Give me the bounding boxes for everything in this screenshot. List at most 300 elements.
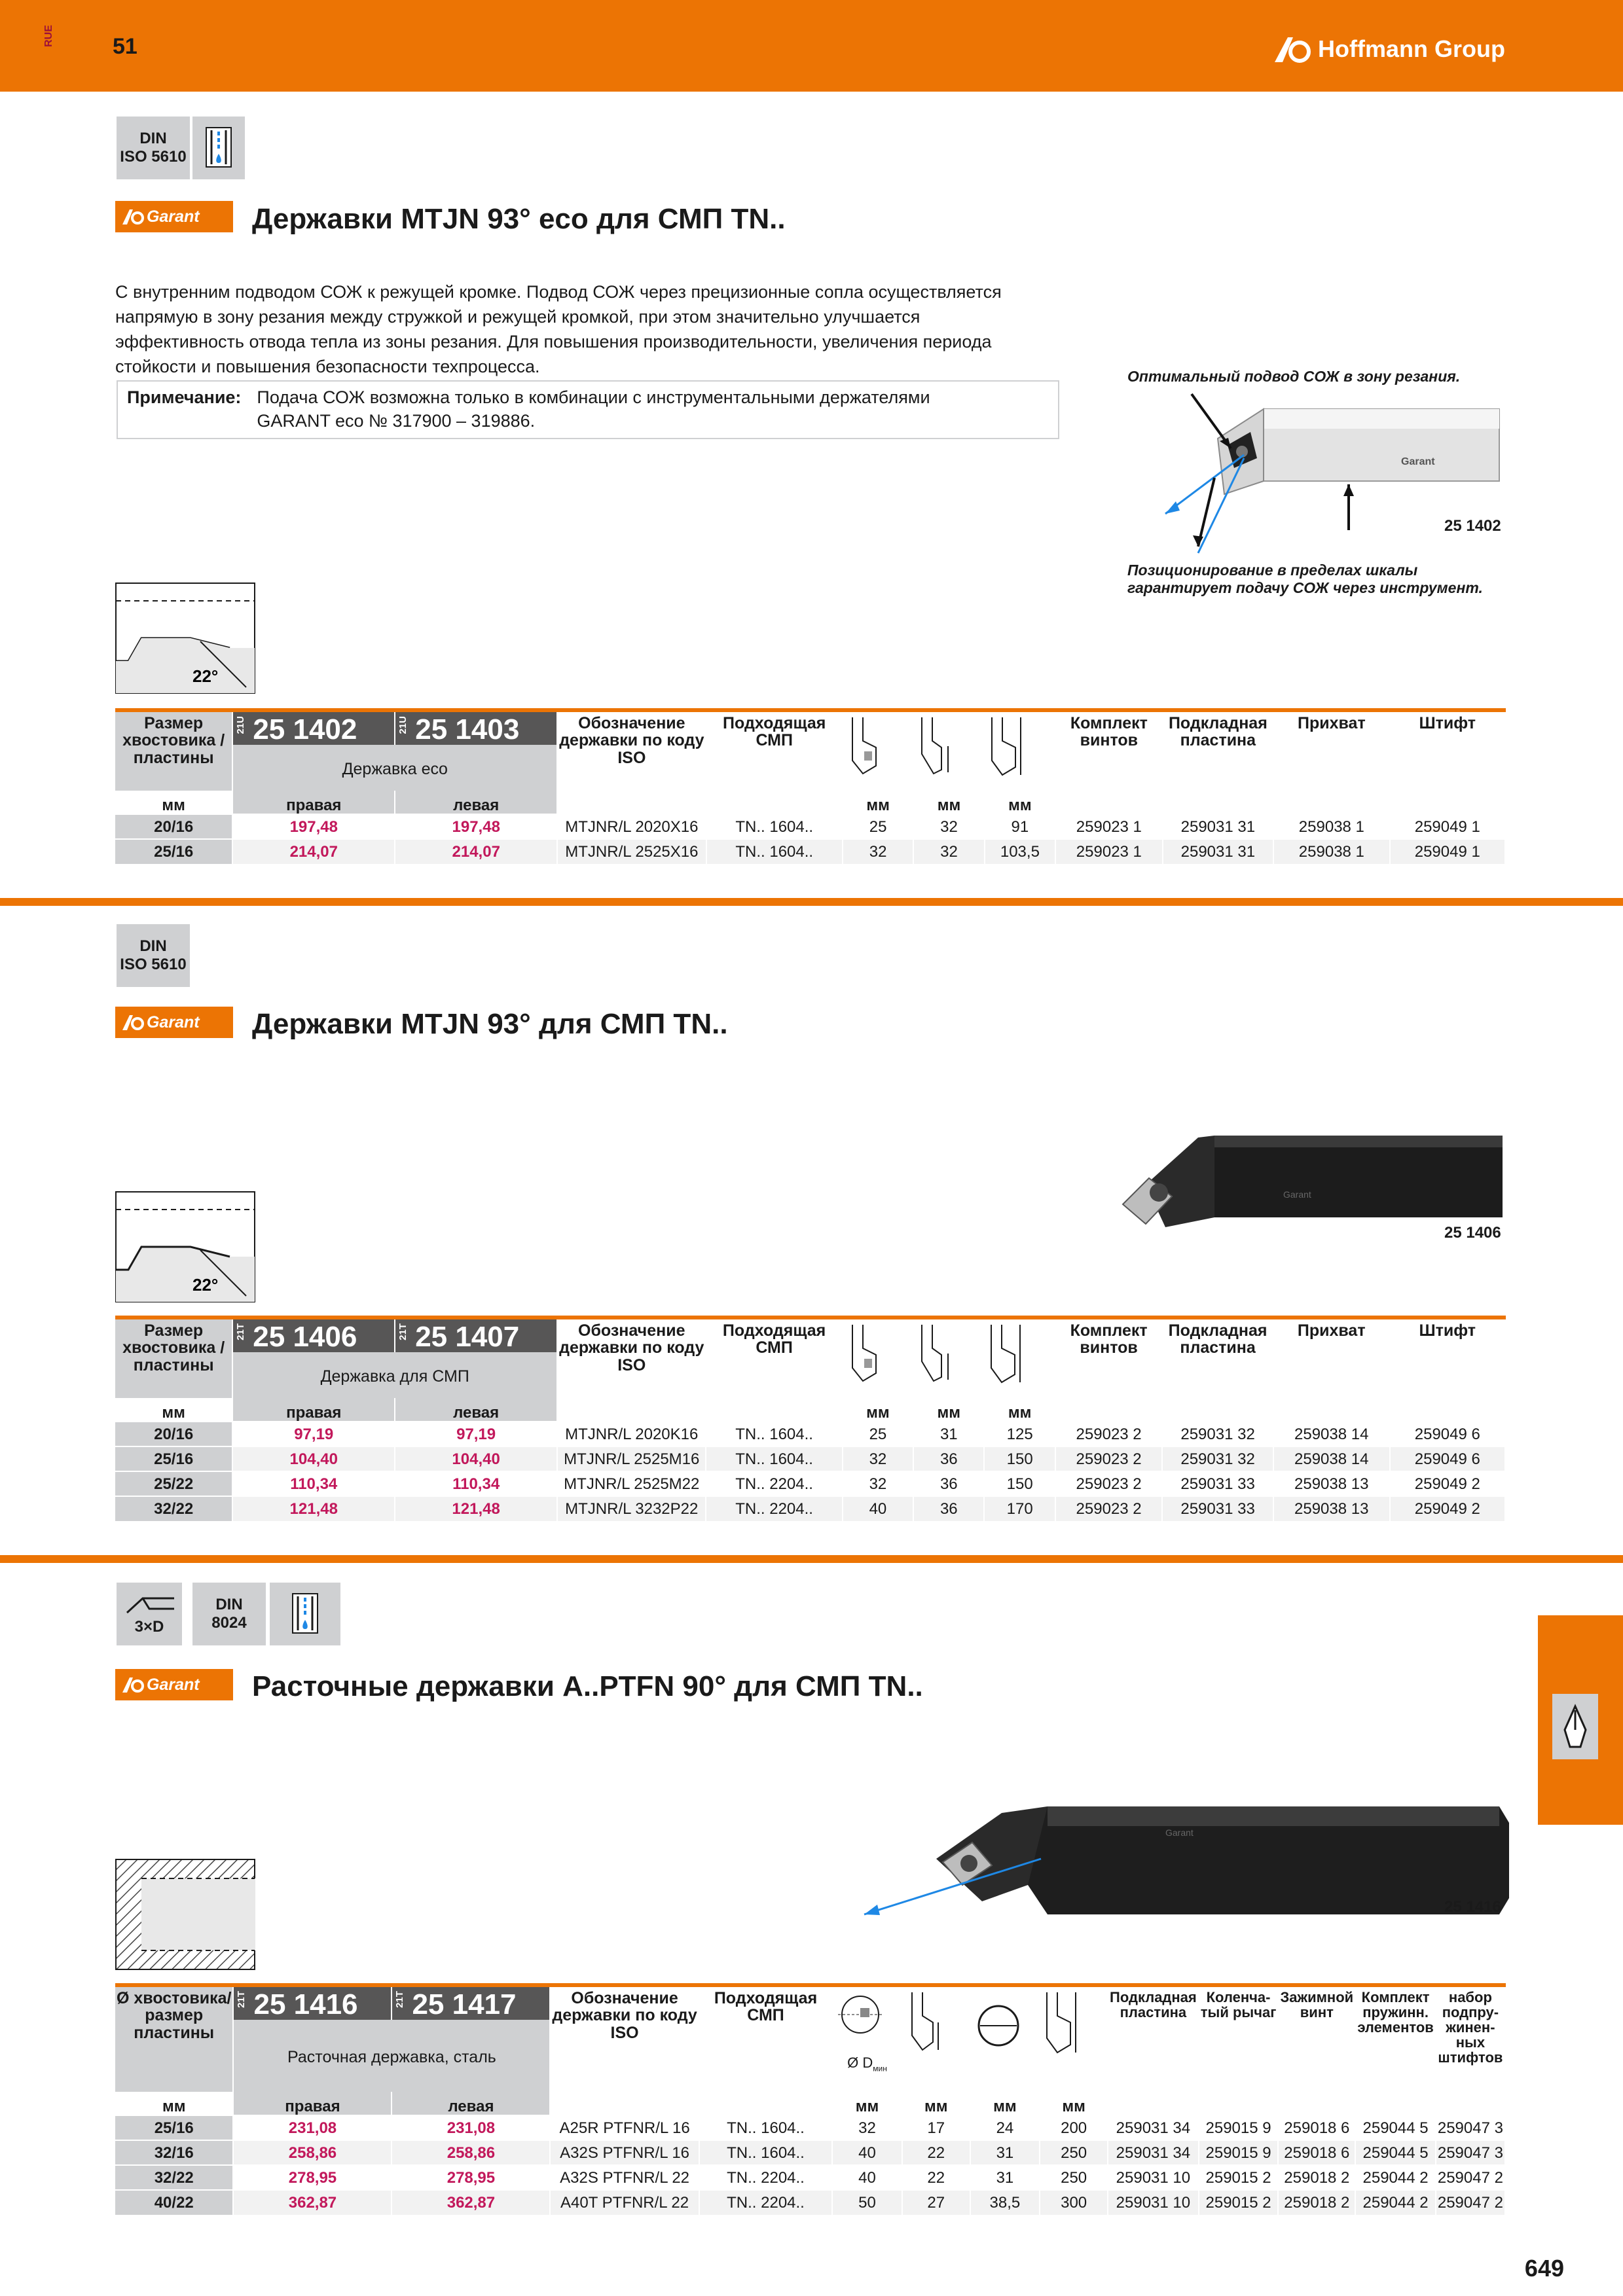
unit-label: мм	[984, 1398, 1055, 1422]
part-cell: 259049 2	[1390, 1471, 1505, 1496]
size-cell: 25/22	[115, 1471, 232, 1496]
note-label: Примечание:	[127, 387, 242, 407]
iso-head: Обозначение	[571, 1989, 678, 2007]
iso-head: ISO	[617, 1355, 646, 1374]
part-cell: 259049 6	[1390, 1422, 1505, 1446]
depth-label: 3×D	[134, 1618, 164, 1636]
table-row	[115, 814, 1505, 839]
note-line: GARANT eco № 317900 – 319886.	[257, 411, 536, 431]
part-cell: 259038 13	[1273, 1471, 1390, 1496]
holder-length-icon	[987, 715, 1026, 780]
price-right: 97,19	[232, 1422, 395, 1446]
insert-cell: TN.. 1604..	[706, 1422, 842, 1446]
springs-head: пружинн.	[1362, 2004, 1429, 2021]
dim-cell: 170	[984, 1496, 1055, 1521]
section-divider	[0, 1555, 1623, 1563]
boring-depth-icon	[123, 1592, 175, 1618]
insert-cell: TN.. 1604..	[699, 2140, 832, 2165]
iso-head: ISO	[610, 2023, 639, 2042]
insert-head: Подходящая	[723, 714, 826, 732]
dim-cell: 36	[913, 1471, 984, 1496]
lever-head: тый рычаг	[1200, 2004, 1277, 2021]
intro-line: С внутренним подводом СОЖ к режущей кромке. Подвод СОЖ через прецизионные сопла осуществляется	[115, 282, 1002, 302]
pins-head: жинен-	[1446, 2019, 1495, 2036]
intro-line: напрямую в зону резания между стружкой и режущей кромкой, при этом значительно улучшается	[115, 307, 921, 327]
dim-cell: 32	[913, 814, 984, 839]
code-prefix: 21U	[397, 716, 409, 734]
din-label: DIN	[139, 130, 167, 148]
caption-line: гарантирует подачу СОЖ через инструмент.	[1127, 579, 1483, 596]
dim-cell: 32	[843, 1471, 913, 1496]
turning-tool-icon	[1552, 1694, 1598, 1759]
holder-height-icon	[845, 1322, 884, 1388]
iso-cell: A40T PTFNR/L 22	[550, 2190, 699, 2215]
unit-label: мм	[913, 1398, 984, 1422]
angle-label: 22°	[192, 666, 219, 686]
article-left: 25 1403	[415, 713, 520, 745]
din-label: DIN	[215, 1596, 243, 1614]
svg-text:Garant: Garant	[1401, 456, 1435, 467]
price-right: 258,86	[233, 2140, 392, 2165]
brand-name: Hoffmann Group	[1318, 35, 1505, 62]
part-cell: 259015 9	[1199, 2115, 1279, 2140]
dim-cell: 27	[902, 2190, 970, 2215]
part-cell: 259031 31	[1163, 814, 1274, 839]
size-cell: 32/22	[115, 1496, 232, 1521]
size-head: пластины	[133, 1355, 214, 1374]
coolant-badge	[192, 117, 245, 179]
din-iso-badge	[117, 924, 190, 987]
pin-head: Штифт	[1390, 712, 1505, 791]
price-right: 197,48	[232, 814, 395, 839]
garant-badge	[115, 1007, 233, 1038]
iso-head: державки по коду	[559, 731, 704, 750]
table-row	[115, 2190, 1505, 2215]
part-cell: 259049 1	[1390, 839, 1505, 864]
section-divider	[0, 898, 1623, 906]
section-title: Расточные державки A..PTFN 90° для СМП TN..	[252, 1670, 923, 1702]
part-cell: 259049 2	[1390, 1496, 1505, 1521]
group-head: Державка для СМП	[232, 1352, 557, 1398]
springs-head: элементов	[1357, 2019, 1434, 2036]
language-code: RUE	[43, 25, 54, 47]
caption-line: Позиционирование в пределах шкалы	[1127, 562, 1418, 579]
part-cell: 259018 2	[1278, 2190, 1355, 2215]
garant-logo-icon	[122, 1676, 144, 1693]
dim-cell: 24	[970, 2115, 1040, 2140]
unit-label: мм	[115, 2092, 233, 2115]
dim-cell: 91	[985, 814, 1055, 839]
insert-head: СМП	[756, 731, 793, 750]
dim-cell: 31	[970, 2140, 1040, 2165]
article-right: 25 1402	[253, 713, 357, 745]
article-left: 25 1407	[415, 1321, 520, 1353]
article-left: 25 1417	[412, 1988, 517, 2020]
screws-head: винтов	[1080, 1338, 1138, 1357]
svg-text:Garant: Garant	[1165, 1827, 1194, 1838]
price-left: 110,34	[395, 1471, 557, 1496]
table-row	[115, 1446, 1505, 1471]
part-cell: 259047 2	[1436, 2190, 1505, 2215]
size-cell: 32/16	[115, 2140, 233, 2165]
dim-cell: 40	[843, 1496, 913, 1521]
section-title: Державки MTJN 93° для СМП TN..	[252, 1008, 728, 1040]
price-right: 110,34	[232, 1471, 395, 1496]
screws-head: винтов	[1080, 731, 1139, 750]
part-cell: 259015 9	[1199, 2140, 1279, 2165]
position-caption	[1127, 562, 1483, 597]
size-cell: 25/16	[115, 1446, 232, 1471]
shim-head: пластина	[1120, 2004, 1187, 2021]
part-cell: 259031 34	[1108, 2115, 1199, 2140]
coolant-badge	[270, 1583, 340, 1645]
iso-head: ISO	[617, 748, 646, 767]
image-code: 25 1402	[1444, 517, 1501, 535]
unit-label: мм	[902, 2092, 970, 2115]
shim-head: Подкладная	[1110, 1989, 1197, 2005]
insert-cell: TN.. 1604..	[706, 814, 843, 839]
price-right: 231,08	[233, 2115, 392, 2140]
part-cell: 259031 10	[1108, 2190, 1199, 2215]
part-cell: 259031 10	[1108, 2165, 1199, 2190]
iso-head: Обозначение	[578, 1321, 685, 1340]
pins-head: подпру-	[1442, 2004, 1499, 2021]
shim-head: пластина	[1180, 731, 1256, 750]
insert-cell: TN.. 1604..	[706, 839, 843, 864]
size-head: Размер	[144, 1321, 204, 1340]
size-head: пластины	[134, 2023, 215, 2042]
price-right: 104,40	[232, 1446, 395, 1471]
min-bore-diameter-icon	[834, 1990, 886, 2055]
iso-cell: MTJNR/L 2020X16	[557, 814, 706, 839]
header-bar	[0, 0, 1623, 92]
unit-label: мм	[843, 1398, 913, 1422]
price-left: 278,95	[392, 2165, 550, 2190]
part-cell: 259031 31	[1163, 839, 1274, 864]
boring-profile-icon	[115, 1859, 255, 1970]
internal-coolant-icon	[289, 1591, 321, 1637]
part-cell: 259018 2	[1278, 2165, 1355, 2190]
part-cell: 259018 6	[1278, 2115, 1355, 2140]
springs-head: Комплект	[1361, 1989, 1430, 2005]
dim-cell: 250	[1040, 2140, 1108, 2165]
part-cell: 259031 34	[1108, 2140, 1199, 2165]
table-row	[115, 2115, 1505, 2140]
lever-head: Коленча-	[1206, 1989, 1271, 2005]
size-cell: 25/16	[115, 839, 232, 864]
product-table	[115, 1319, 1506, 1521]
dim-cell: 125	[984, 1422, 1055, 1446]
dim-cell: 25	[843, 1422, 913, 1446]
part-cell: 259031 33	[1162, 1471, 1273, 1496]
part-cell: 259031 32	[1162, 1446, 1273, 1471]
group-head: Расточная державка, сталь	[233, 2020, 550, 2092]
iso-cell: MTJNR/L 2525M16	[557, 1446, 706, 1471]
shim-head: пластина	[1180, 1338, 1256, 1357]
part-cell: 259038 14	[1273, 1446, 1390, 1471]
unit-label: мм	[832, 2092, 902, 2115]
code-prefix: 21T	[394, 1991, 406, 2008]
iso-head: Обозначение	[578, 714, 685, 732]
chapter-tab[interactable]	[1538, 1615, 1623, 1825]
price-left: 121,48	[395, 1496, 557, 1521]
brand-logo	[1273, 33, 1505, 65]
code-prefix: 21T	[236, 1991, 247, 2008]
part-cell: 259049 1	[1390, 814, 1505, 839]
shim-head: Подкладная	[1168, 714, 1267, 732]
unit-label: мм	[970, 2092, 1040, 2115]
size-cell: 32/22	[115, 2165, 233, 2190]
part-cell: 259031 32	[1162, 1422, 1273, 1446]
iso-head: державки по коду	[559, 1338, 704, 1357]
size-head: Размер	[144, 714, 204, 732]
code-prefix: 21T	[235, 1323, 247, 1340]
screws-head: Комплект	[1070, 1321, 1148, 1340]
insert-head: СМП	[747, 2006, 784, 2025]
part-cell: 259038 13	[1273, 1496, 1390, 1521]
left-label: левая	[392, 2092, 550, 2115]
price-left: 231,08	[392, 2115, 550, 2140]
dmin-sub: мин	[873, 2064, 887, 2073]
dim-cell: 300	[1040, 2190, 1108, 2215]
iso-cell: MTJNR/L 2525M22	[557, 1471, 706, 1496]
iso-label: 8024	[211, 1614, 247, 1632]
svg-text:Garant: Garant	[1283, 1189, 1311, 1200]
chapter-number: 51	[113, 34, 137, 59]
insert-cell: TN.. 2204..	[699, 2165, 832, 2190]
size-cell: 20/16	[115, 814, 232, 839]
garant-label: Garant	[147, 1675, 200, 1694]
dim-cell: 38,5	[970, 2190, 1040, 2215]
holder-height-icon	[845, 715, 884, 780]
pins-head: ных	[1455, 2034, 1486, 2051]
part-cell: 259044 5	[1355, 2140, 1435, 2165]
dim-cell: 150	[984, 1446, 1055, 1471]
part-cell: 259015 2	[1199, 2190, 1279, 2215]
dim-cell: 25	[843, 814, 913, 839]
iso-label: ISO 5610	[120, 148, 187, 166]
iso-cell: A25R PTFNR/L 16	[550, 2115, 699, 2140]
iso-label: ISO 5610	[120, 956, 187, 973]
depth-badge	[117, 1583, 182, 1645]
holder-length-icon	[986, 1322, 1025, 1388]
size-cell: 40/22	[115, 2190, 233, 2215]
price-left: 104,40	[395, 1446, 557, 1471]
part-cell: 259018 6	[1278, 2140, 1355, 2165]
table-row	[115, 2140, 1505, 2165]
iso-cell: MTJNR/L 3232P22	[557, 1496, 706, 1521]
dim-cell: 31	[913, 1422, 984, 1446]
garant-badge	[115, 201, 233, 232]
dim-cell: 32	[843, 1446, 913, 1471]
dim-cell: 17	[902, 2115, 970, 2140]
price-left: 362,87	[392, 2190, 550, 2215]
image-code: 25 1406	[1444, 1224, 1501, 1242]
table-row	[115, 2165, 1505, 2190]
pin-head: Штифт	[1390, 1319, 1505, 1398]
unit-label: мм	[115, 1398, 232, 1422]
profile-diagram-icon	[115, 583, 255, 694]
dim-cell: 36	[913, 1496, 984, 1521]
shim-head: Подкладная	[1168, 1321, 1267, 1340]
din-badge	[192, 1583, 266, 1645]
intro-line: стойкости и повышения безопасности техпроцесса.	[115, 357, 540, 376]
internal-coolant-icon	[202, 125, 235, 171]
right-label: правая	[232, 1398, 395, 1422]
dim-cell: 32	[843, 839, 913, 864]
dim-cell: 40	[832, 2165, 902, 2190]
screws-head: Комплект	[1070, 714, 1148, 732]
right-label: правая	[232, 791, 395, 814]
holder-width-icon	[915, 1322, 955, 1388]
part-cell: 259023 2	[1055, 1446, 1162, 1471]
part-cell: 259044 2	[1355, 2190, 1435, 2215]
screw-head: винт	[1300, 2004, 1334, 2021]
dim-cell: 250	[1040, 2165, 1108, 2190]
insert-cell: TN.. 2204..	[699, 2190, 832, 2215]
price-right: 214,07	[232, 839, 395, 864]
dim-cell: 31	[970, 2165, 1040, 2190]
size-cell: 25/16	[115, 2115, 233, 2140]
unit-label: мм	[913, 791, 984, 814]
table-row	[115, 1496, 1505, 1521]
part-cell: 259047 3	[1436, 2140, 1505, 2165]
part-cell: 259023 2	[1055, 1496, 1162, 1521]
part-cell: 259023 1	[1055, 839, 1163, 864]
intro-line: эффективность отвода тепла из зоны резания. Для повышения производительности, увеличения периода	[115, 332, 992, 351]
price-left: 197,48	[395, 814, 557, 839]
dim-cell: 200	[1040, 2115, 1108, 2140]
size-head: хвостовика /	[122, 1338, 225, 1357]
clamp-head: Прихват	[1273, 712, 1389, 791]
right-label: правая	[233, 2092, 392, 2115]
profile-diagram-icon	[115, 1191, 255, 1302]
pins-head: набор	[1448, 1989, 1492, 2005]
holder-width-icon	[915, 715, 955, 780]
dim-cell: 22	[902, 2165, 970, 2190]
iso-cell: A32S PTFNR/L 22	[550, 2165, 699, 2190]
dim-cell: 40	[832, 2140, 902, 2165]
insert-cell: TN.. 2204..	[706, 1496, 842, 1521]
bar-diameter-icon	[972, 1990, 1025, 2062]
table-row	[115, 1471, 1505, 1496]
part-cell: 259049 6	[1390, 1446, 1505, 1471]
size-head: Ø хвостовика/	[117, 1989, 232, 2007]
boring-bar-image	[851, 1787, 1519, 1931]
dim-cell: 22	[902, 2140, 970, 2165]
insert-cell: TN.. 1604..	[706, 1446, 842, 1471]
unit-label: мм	[115, 791, 232, 814]
iso-head: державки по коду	[552, 2006, 697, 2025]
dmin-label: Ø D	[847, 2054, 873, 2071]
clamp-head: Прихват	[1273, 1319, 1390, 1398]
left-label: левая	[395, 1398, 557, 1422]
pins-head: штифтов	[1438, 2049, 1503, 2066]
part-cell: 259038 1	[1273, 814, 1389, 839]
price-right: 278,95	[233, 2165, 392, 2190]
price-right: 362,87	[233, 2190, 392, 2215]
group-head: Державка eco	[232, 745, 557, 791]
garant-logo-icon	[122, 208, 144, 225]
price-right: 121,48	[232, 1496, 395, 1521]
dim-cell: 103,5	[985, 839, 1055, 864]
screw-head: Зажимной	[1280, 1989, 1354, 2005]
din-iso-badge	[117, 117, 190, 179]
insert-cell: TN.. 2204..	[706, 1471, 842, 1496]
dim-cell: 32	[832, 2115, 902, 2140]
iso-cell: MTJNR/L 2525X16	[557, 839, 706, 864]
image-code: 25 1416	[1444, 1898, 1501, 1916]
code-prefix: 21T	[397, 1323, 409, 1340]
note-line: Подача СОЖ возможна только в комбинации с инструментальными держателями	[257, 387, 930, 407]
insert-head: СМП	[756, 1338, 793, 1357]
garant-label: Garant	[147, 1013, 200, 1031]
article-right: 25 1416	[253, 1988, 358, 2020]
product-table	[115, 712, 1506, 864]
bar-width-icon	[904, 1990, 943, 2062]
part-cell: 259047 2	[1436, 2165, 1505, 2190]
page-number: 649	[1524, 2255, 1564, 2282]
holder-image	[1106, 1119, 1512, 1237]
part-cell: 259044 2	[1355, 2165, 1435, 2190]
price-left: 214,07	[395, 839, 557, 864]
insert-head: Подходящая	[714, 1989, 818, 2007]
price-left: 258,86	[392, 2140, 550, 2165]
size-head: хвостовика /	[122, 731, 225, 750]
unit-label: мм	[1040, 2092, 1108, 2115]
article-right: 25 1406	[253, 1321, 357, 1353]
part-cell: 259023 2	[1055, 1422, 1162, 1446]
size-head: размер	[145, 2006, 204, 2025]
bar-length-icon	[1042, 1990, 1081, 2062]
part-cell: 259031 33	[1162, 1496, 1273, 1521]
din-label: DIN	[139, 937, 167, 956]
unit-label: мм	[985, 791, 1055, 814]
part-cell: 259047 3	[1436, 2115, 1505, 2140]
table-row	[115, 839, 1505, 864]
left-label: левая	[395, 791, 557, 814]
dim-cell: 150	[984, 1471, 1055, 1496]
price-left: 97,19	[395, 1422, 557, 1446]
part-cell: 259044 5	[1355, 2115, 1435, 2140]
code-prefix: 21U	[235, 716, 247, 734]
iso-cell: MTJNR/L 2020K16	[557, 1422, 706, 1446]
garant-label: Garant	[147, 207, 200, 226]
product-table	[115, 1987, 1506, 2215]
unit-label: мм	[843, 791, 913, 814]
size-cell: 20/16	[115, 1422, 232, 1446]
dim-cell: 36	[913, 1446, 984, 1471]
intro-text	[115, 279, 1071, 379]
insert-cell: TN.. 1604..	[699, 2115, 832, 2140]
part-cell: 259015 2	[1199, 2165, 1279, 2190]
insert-head: Подходящая	[722, 1321, 826, 1340]
angle-label: 22°	[192, 1275, 219, 1295]
coolant-caption: Оптимальный подвод СОЖ в зону резания.	[1127, 368, 1461, 385]
garant-badge	[115, 1669, 233, 1700]
part-cell: 259038 1	[1273, 839, 1389, 864]
dim-cell: 50	[832, 2190, 902, 2215]
part-cell: 259023 2	[1055, 1471, 1162, 1496]
table-row	[115, 1422, 1505, 1446]
garant-logo-icon	[122, 1014, 144, 1031]
size-head: пластины	[133, 748, 214, 767]
part-cell: 259038 14	[1273, 1422, 1390, 1446]
section-title: Державки MTJN 93° eco для СМП TN..	[252, 203, 786, 235]
dim-cell: 32	[913, 839, 984, 864]
iso-cell: A32S PTFNR/L 16	[550, 2140, 699, 2165]
hoffmann-logo-icon	[1273, 35, 1311, 63]
